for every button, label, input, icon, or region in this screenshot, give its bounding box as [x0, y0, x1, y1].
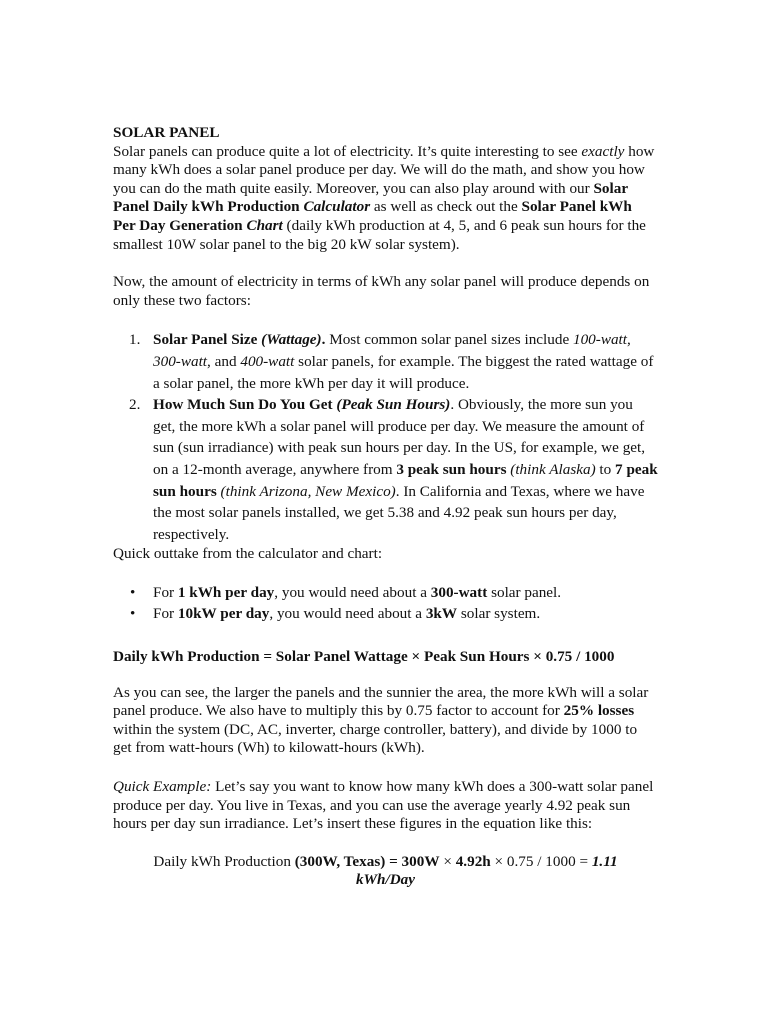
bullet-text: solar system.: [457, 605, 541, 623]
factor-heading: Solar Panel Size: [153, 331, 262, 349]
outtake-list: [113, 582, 658, 625]
factor-text: Most common solar panel sizes include: [325, 331, 573, 349]
factor-emphasis: 300-watt: [153, 352, 208, 370]
result-bold: 4.92h: [455, 852, 491, 870]
chart-link-text: Solar Panel kWh Per Day Generation: [113, 198, 632, 234]
intro-text: how many kWh does a solar panel produce per day. We will do the math, and show you how you can do the math quite easily. Moreover, you can also play around with our: [113, 142, 655, 197]
result-bold: (300W, Texas) = 300W: [294, 852, 440, 870]
factor-text: . In California and Texas, where we have the most solar panels installed, we get 5.38 and 4.92 peak sun hours per day, respectively.: [153, 482, 645, 543]
bullet-text: For: [153, 605, 178, 623]
result-text: × 0.75 / 1000 =: [490, 852, 592, 870]
bullet-bold: 10kW per day: [177, 605, 270, 623]
factor-text: ,: [627, 331, 631, 349]
intro-text: Solar panels can produce quite a lot of electricity. It’s quite interesting to see: [113, 142, 582, 160]
bullet-icon: •: [130, 605, 136, 623]
intro-text: (daily kWh production at 4, 5, and 6 peak sun hours for the smallest 10W solar panel to the big 20 kW solar system).: [113, 216, 646, 253]
list-item: [113, 394, 658, 545]
list-number: 1.: [129, 331, 141, 349]
result-equation: [113, 853, 658, 890]
example-paragraph: [113, 778, 658, 834]
factor-bold: 3 peak sun hours: [396, 460, 507, 478]
list-item: [113, 603, 658, 625]
list-item: [113, 582, 658, 604]
calculator-link-emphasis: Calculator: [303, 198, 371, 216]
factor-emphasis: (think Alaska): [506, 460, 596, 478]
bullet-text: , you would need about a: [274, 583, 431, 601]
result-text: Daily kWh Production: [153, 852, 295, 870]
factor-text: , and: [207, 352, 241, 370]
intro-emphasis: exactly: [581, 142, 625, 160]
bullet-bold: 1 kWh per day: [177, 583, 275, 601]
factor-text: to: [595, 460, 616, 478]
result-value: 1.11 kWh/Day: [355, 852, 618, 889]
example-text: Let’s say you want to know how many kWh does a 300-watt solar panel produce per day. You live in Texas, and you can use the average yearly 4.92 peak sun hours per day sun irradiance. Let’s insert these figures in the equation like this:: [113, 778, 654, 833]
factor-text: . Obviously, the more sun you get, the more kWh a solar panel will produce per day. We measure the amount of sun (sun irradiance) with peak sun hours per day. In the US, for example, we get, on a 12-month average, anywhere from: [153, 396, 646, 478]
bullet-text: solar panel.: [487, 583, 562, 601]
intro-paragraph: [113, 143, 658, 255]
bullet-text: , you would need about a: [269, 605, 426, 623]
example-label: Quick Example:: [113, 778, 212, 796]
factor-emphasis: (think Arizona, New Mexico): [216, 482, 396, 500]
list-number: 2.: [129, 396, 141, 414]
explanation-text: within the system (DC, AC, inverter, charge controller, battery), and divide by 1000 to get from watt-hours (Wh) to kilowatt-hours (kWh).: [113, 720, 638, 757]
explanation-bold: 25% losses: [563, 702, 635, 720]
factor-emphasis: 100-watt: [572, 331, 627, 349]
result-text: ×: [439, 852, 456, 870]
factor-heading-end: .: [321, 331, 326, 349]
bullet-icon: •: [130, 583, 136, 601]
explanation-text: As you can see, the larger the panels and the sunnier the area, the more kWh will a solar panel produce. We also have to multiply this by 0.75 factor to account for: [113, 683, 649, 720]
explanation-paragraph: [113, 684, 658, 758]
formula-heading: Daily kWh Production = Solar Panel Wattage × Peak Sun Hours × 0.75 / 1000: [113, 648, 615, 666]
outtake-intro: Quick outtake from the calculator and chart:: [113, 545, 383, 563]
chart-link-emphasis: Chart: [246, 216, 283, 234]
bullet-bold: 3kW: [425, 605, 458, 623]
bullet-bold: 300-watt: [430, 583, 488, 601]
factors-list: [113, 329, 658, 545]
factor-emphasis: 400-watt: [240, 352, 295, 370]
factor-bold: 7 peak sun hours: [153, 460, 658, 500]
factor-heading-emphasis: (Peak Sun Hours): [336, 396, 451, 414]
document-page: [113, 124, 658, 890]
factor-heading-emphasis: (Wattage): [261, 331, 322, 349]
intro-text: as well as check out the: [370, 198, 522, 216]
calculator-link-text: Solar Panel Daily kWh Production: [113, 179, 628, 216]
factors-intro-paragraph: Now, the amount of electricity in terms of kWh any solar panel will produce depends on only these two factors:: [113, 273, 650, 309]
bullet-text: For: [153, 583, 178, 601]
factor-heading: How Much Sun Do You Get: [153, 396, 337, 414]
list-item: [113, 329, 658, 394]
factor-text: solar panels, for example. The biggest the rated wattage of a solar panel, the more kWh per day it will produce.: [153, 352, 654, 392]
section-title: SOLAR PANEL: [113, 124, 220, 141]
